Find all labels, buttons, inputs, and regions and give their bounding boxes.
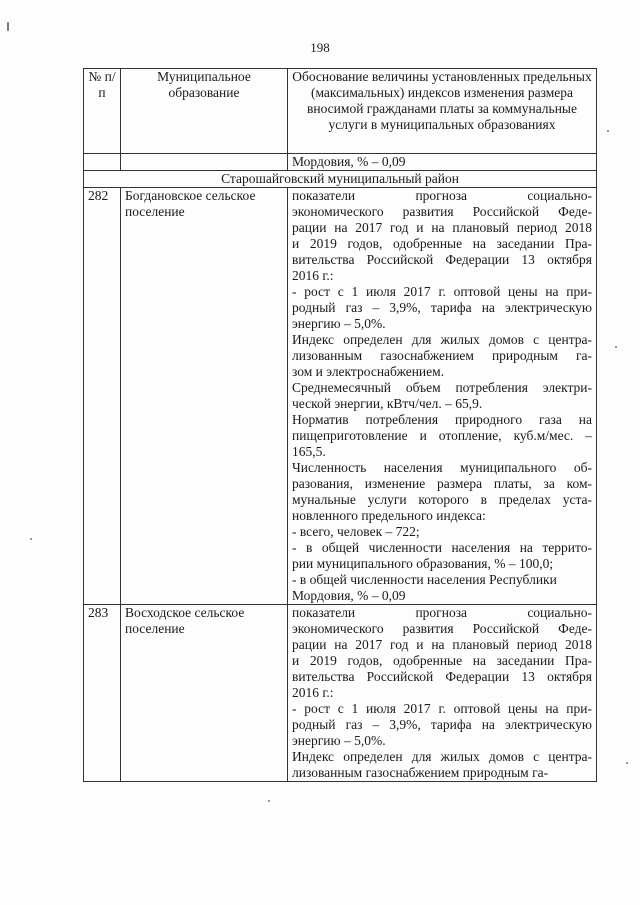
scan-speck: [607, 130, 609, 132]
justification-line: Индекс определен для жилых домов с центра-: [292, 332, 592, 347]
justification-line: и 2019 годов, одобренные на заседании Пра-: [292, 236, 592, 251]
justification-line: - в общей численности населения Республики: [292, 572, 557, 587]
justification-line: вительства Российской Федерации 13 октября: [292, 669, 592, 684]
table-row: [84, 605, 597, 782]
justification-line: показатели прогноза социально-: [292, 188, 592, 203]
municipality-name: Богдановское сельское поселение: [121, 188, 288, 605]
justification-line: - рост с 1 июля 2017 г. оптовой цены на при-: [292, 284, 592, 299]
justification-line: лизованным газоснабжением природным га-: [292, 348, 592, 363]
justification-line: разования, изменение размера платы, за ком-: [292, 476, 592, 491]
justification-line: рии муниципального образования, % – 100,0;: [292, 556, 554, 571]
justification-line: энергию – 5,0%.: [292, 733, 386, 748]
continuation-row: [84, 154, 597, 171]
justification-line: 2016 г.:: [292, 685, 334, 700]
justification-line: мунальные услуги которого в пределах уста-: [292, 492, 592, 507]
justification-line: Индекс определен для жилых домов с центра-: [292, 749, 592, 764]
district-title: Старошайговский муниципальный район: [84, 171, 597, 188]
continuation-text: Мордовия, % – 0,09: [288, 154, 597, 171]
justification-line: пищеприготовление и отопление, куб.м/мес. –: [292, 428, 592, 443]
justification-line: показатели прогноза социально-: [292, 605, 592, 620]
scan-speck: [626, 762, 628, 764]
justification-line: зом и электроснабжением.: [292, 364, 445, 379]
scan-speck: [30, 538, 32, 540]
justification-text: [288, 605, 597, 782]
justification-line: экономического развития Российской Феде-: [292, 621, 592, 636]
justification-line: Мордовия, % – 0,09: [292, 588, 406, 603]
justification-line: энергию – 5,0%.: [292, 316, 386, 331]
justification-line: вительства Российской Федерации 13 октября: [292, 252, 592, 267]
row-number: 282: [84, 188, 121, 605]
justification-line: - рост с 1 июля 2017 г. оптовой цены на при-: [292, 701, 592, 716]
justification-line: Среднемесячный объем потребления электри-: [292, 380, 592, 395]
municipality-name: Восходское сельское поселение: [121, 605, 288, 782]
header-municipality: Муниципальное образование: [121, 69, 288, 154]
table-row: [84, 188, 597, 605]
justification-line: родный газ – 3,9%, тарифа на электрическую: [292, 300, 592, 315]
table-header-row: [84, 69, 597, 154]
district-row: [84, 171, 597, 188]
justification-line: и 2019 годов, одобренные на заседании Пра-: [292, 653, 592, 668]
header-number: № п/п: [84, 69, 121, 154]
justification-line: рации на 2017 год и на плановый период 2018: [292, 220, 592, 235]
justification-line: 165,5.: [292, 444, 326, 459]
justification-line: Численность населения муниципального об-: [292, 460, 592, 475]
header-justification: Обоснование величины установленных предельных (максимальных) индексов изменения размера вносимой гражданами платы за коммунальные услуги в муниципальных образованиях: [288, 69, 597, 154]
justification-line: родный газ – 3,9%, тарифа на электрическую: [292, 717, 592, 732]
page-number: 198: [310, 40, 330, 55]
justification-line: 2016 г.:: [292, 268, 334, 283]
justification-line: экономического развития Российской Феде-: [292, 204, 592, 219]
justification-line: рации на 2017 год и на плановый период 2018: [292, 637, 592, 652]
justification-line: Норматив потребления природного газа на: [292, 412, 592, 427]
justification-line: - в общей численности населения на террито-: [292, 540, 592, 555]
scan-speck: [615, 346, 617, 348]
justification-line: ческой энергии, кВтч/чел. – 65,9.: [292, 396, 483, 411]
justification-text: [288, 188, 597, 605]
scan-speck: [268, 800, 270, 802]
row-number: 283: [84, 605, 121, 782]
scan-speck: [7, 22, 9, 31]
justification-line: лизованным газоснабжением природным га-: [292, 765, 549, 780]
municipal-index-table: [83, 68, 597, 782]
justification-line: - всего, человек – 722;: [292, 524, 420, 539]
justification-line: новленного предельного индекса:: [292, 508, 486, 523]
